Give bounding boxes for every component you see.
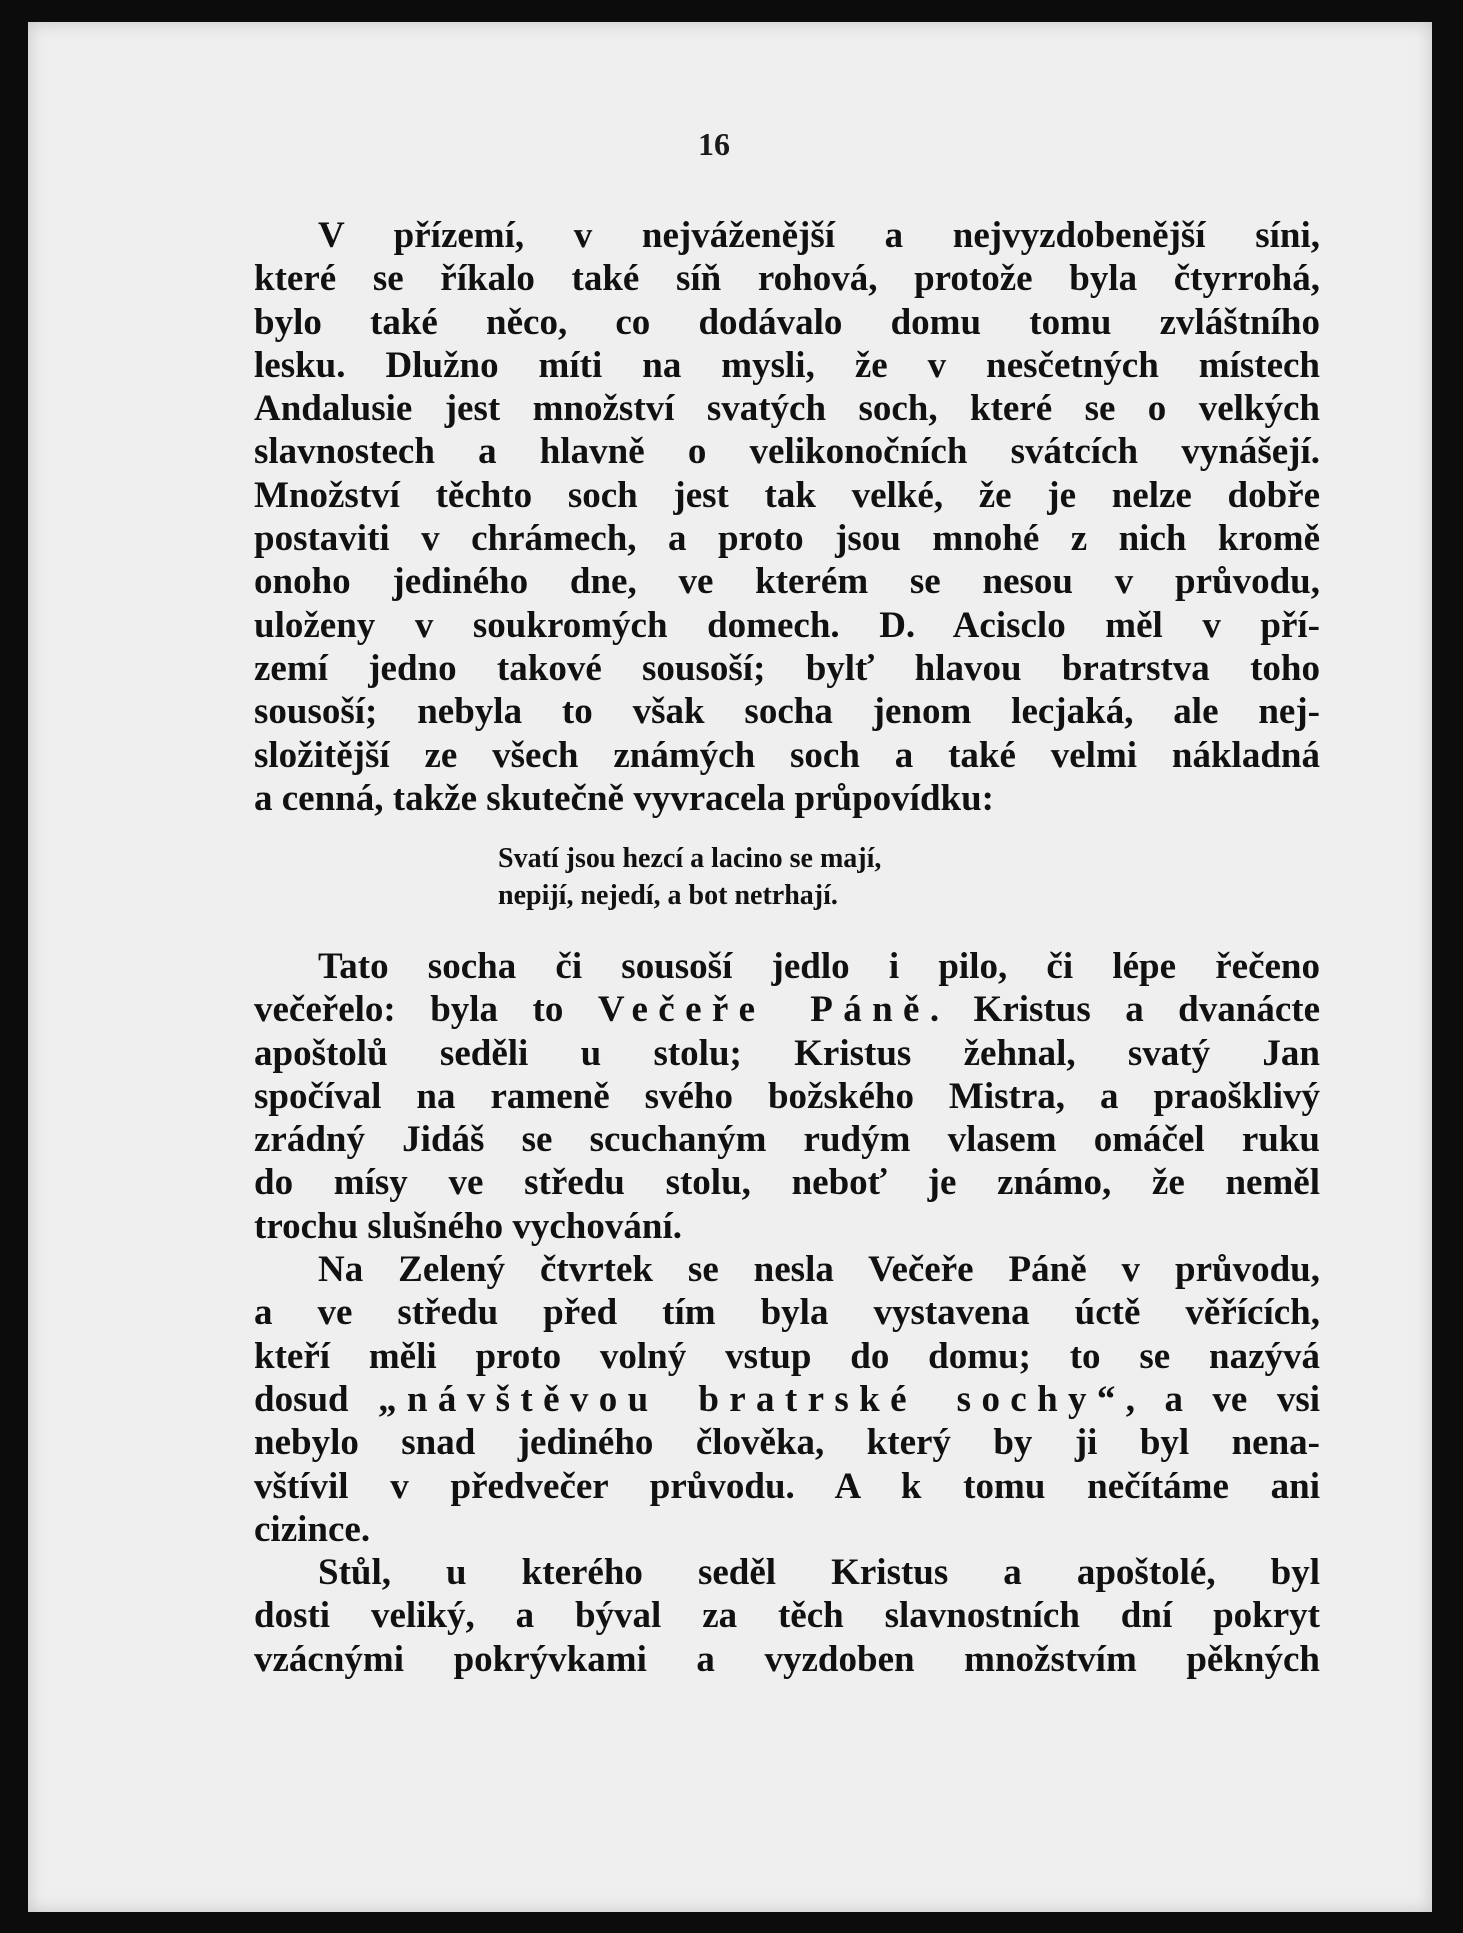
line-text: . Kristus a dvanácte [929, 989, 1320, 1031]
line-text: večeřelo: byla to [254, 989, 598, 1031]
page-number: 16 [698, 126, 730, 162]
text-line: dosti veliký, a býval za těch slavnostních dní pokryt [254, 1595, 1320, 1637]
text-line: Stůl, u kterého seděl Kristus a apoštolé, byl [318, 1552, 1320, 1594]
line-text: , a ve vsi [1125, 1378, 1320, 1420]
text-line: a ve středu před tím byla vystavena úctě věřících, [254, 1292, 1320, 1334]
line-text: dosud [254, 1378, 379, 1420]
text-line: složitější ze všech známých soch a také velmi nákladná [254, 734, 1320, 776]
text-line: postaviti v chrámech, a proto jsou mnohé z nich kromě [254, 518, 1320, 560]
text-line: a cenná, takže skutečně vyvracela průpovídku: [254, 777, 994, 819]
verse-quote [498, 840, 881, 914]
verse-line: nepijí, nejedí, a bot netrhají. [498, 880, 838, 911]
text-line: do mísy ve středu stolu, neboť je známo, že neměl [254, 1162, 1320, 1204]
spaced-text: Večeře Páně [597, 989, 930, 1031]
text-line: které se říkalo také síň rohová, protože byla čtyrrohá, [254, 258, 1320, 300]
text-line: trochu slušného vychování. [254, 1205, 682, 1247]
text-line: vštívil v předvečer průvodu. A k tomu nečítáme ani [254, 1465, 1320, 1507]
book-page [28, 22, 1432, 1912]
text-line: zrádný Jidáš se scuchaným rudým vlasem omáčel ruku [254, 1119, 1320, 1161]
text-line: spočíval na rameně svého božského Mistra, a praošklivý [254, 1075, 1320, 1117]
text-line: lesku. Dlužno míti na mysli, že v nesčetných místech [254, 344, 1320, 386]
spaced-text: „návštěvou bratrské sochy“ [378, 1378, 1126, 1420]
text-line: nebylo snad jediného člověka, který by ji byl nena- [254, 1422, 1320, 1464]
text-line: sousoší; nebyla to však socha jenom lecjaká, ale nej- [254, 691, 1320, 733]
text-line: Na Zelený čtvrtek se nesla Večeře Páně v průvodu, [318, 1249, 1320, 1291]
text-line: zemí jedno takové sousoší; bylť hlavou bratrstva toho [254, 647, 1320, 689]
text-line [254, 1378, 1320, 1421]
paragraph-block-1 [254, 214, 1320, 820]
text-line: Tato socha či sousoší jedlo i pilo, či lépe řečeno [318, 946, 1320, 987]
text-line: onoho jediného dne, ve kterém se nesou v průvodu, [254, 561, 1320, 603]
paragraph-block-2 [254, 945, 1320, 1681]
text-line: uloženy v soukromých domech. D. Acisclo měl v pří- [254, 604, 1320, 646]
verse-line: Svatí jsou hezcí a lacino se mají, [498, 843, 882, 874]
text-line: Andalusie jest množství svatých soch, které se o velkých [254, 388, 1320, 430]
text-line: cizince. [254, 1508, 371, 1550]
text-line: slavnostech a hlavně o velikonočních svátcích vynášejí. [254, 431, 1320, 473]
text-line: apoštolů seděli u stolu; Kristus žehnal, svatý Jan [254, 1032, 1320, 1074]
text-line: bylo také něco, co dodávalo domu tomu zvláštního [254, 301, 1320, 343]
text-line: vzácnými pokrývkami a vyzdoben množstvím pěkných [254, 1638, 1320, 1680]
text-line: Množství těchto soch jest tak velké, že je nelze dobře [254, 474, 1320, 516]
text-line: kteří měli proto volný vstup do domu; to se nazývá [254, 1335, 1320, 1377]
text-line: V přízemí, v nejváženější a nejvyzdobenější síni, [318, 215, 1320, 256]
text-line [254, 988, 1320, 1031]
